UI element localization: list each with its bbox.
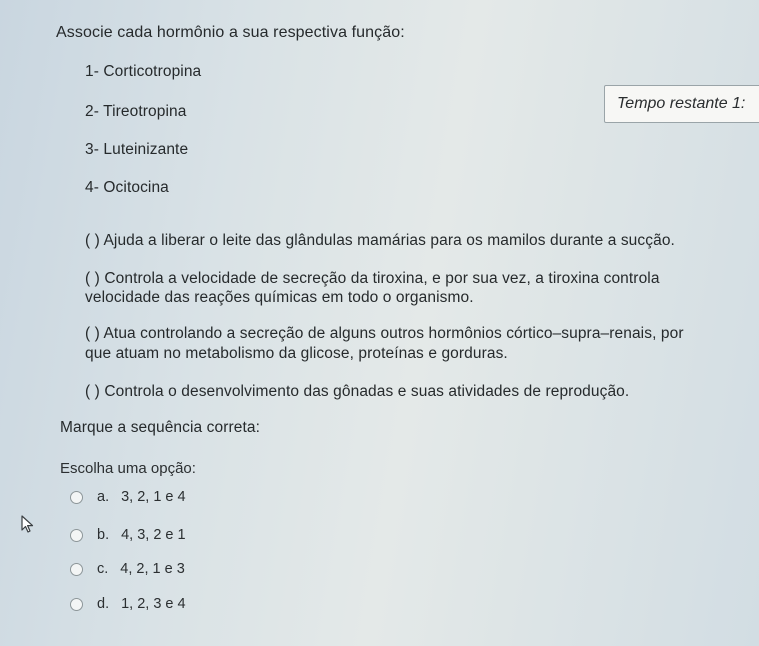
option-b[interactable] (70, 524, 186, 546)
statement-2-line-1: ( ) Controla a velocidade de secreção da tiroxina, e por sua vez, a tiroxina controla (85, 270, 660, 287)
option-text: 3, 2, 1 e 4 (121, 489, 186, 505)
mouse-pointer-icon (20, 515, 38, 533)
option-letter: a. (97, 489, 110, 505)
hormone-item-3: 3- Luteinizante (85, 141, 189, 158)
option-text: 4, 3, 2 e 1 (121, 527, 186, 543)
time-remaining-label: Tempo restante 1: (617, 95, 746, 112)
statement-2-line-2: velocidade das reações químicas em todo o organismo. (85, 289, 474, 306)
hormone-item-1: 1- Corticotropina (85, 63, 202, 80)
hormone-item-2: 2- Tireotropina (85, 103, 187, 120)
question-prompt: Marque a sequência correta: (60, 419, 261, 436)
question-title: Associe cada hormônio a sua respectiva função: (56, 24, 405, 41)
option-text: 4, 2, 1 e 3 (120, 561, 185, 577)
option-a[interactable] (70, 486, 186, 508)
choose-option-label: Escolha uma opção: (60, 460, 196, 477)
radio-button-icon[interactable] (70, 563, 83, 576)
radio-button-icon[interactable] (70, 598, 83, 611)
option-letter: c. (97, 561, 109, 577)
option-text: 1, 2, 3 e 4 (121, 596, 186, 612)
option-d[interactable] (70, 593, 186, 615)
radio-button-icon[interactable] (70, 529, 83, 542)
statement-3-line-1: ( ) Atua controlando a secreção de alguns outros hormônios córtico–supra–renais, por (85, 325, 684, 342)
time-remaining-box (604, 85, 759, 123)
statement-3-line-2: que atuam no metabolismo da glicose, proteínas e gorduras. (85, 345, 508, 362)
option-letter: b. (97, 527, 110, 543)
answer-area (0, 448, 759, 646)
statement-1: ( ) Ajuda a liberar o leite das glândulas mamárias para os mamilos durante a sucção. (85, 232, 675, 249)
radio-button-icon[interactable] (70, 491, 83, 504)
option-letter: d. (97, 596, 110, 612)
option-c[interactable] (70, 558, 185, 580)
statement-4: ( ) Controla o desenvolvimento das gônadas e suas atividades de reprodução. (85, 383, 630, 400)
hormone-item-4: 4- Ocitocina (85, 179, 169, 196)
